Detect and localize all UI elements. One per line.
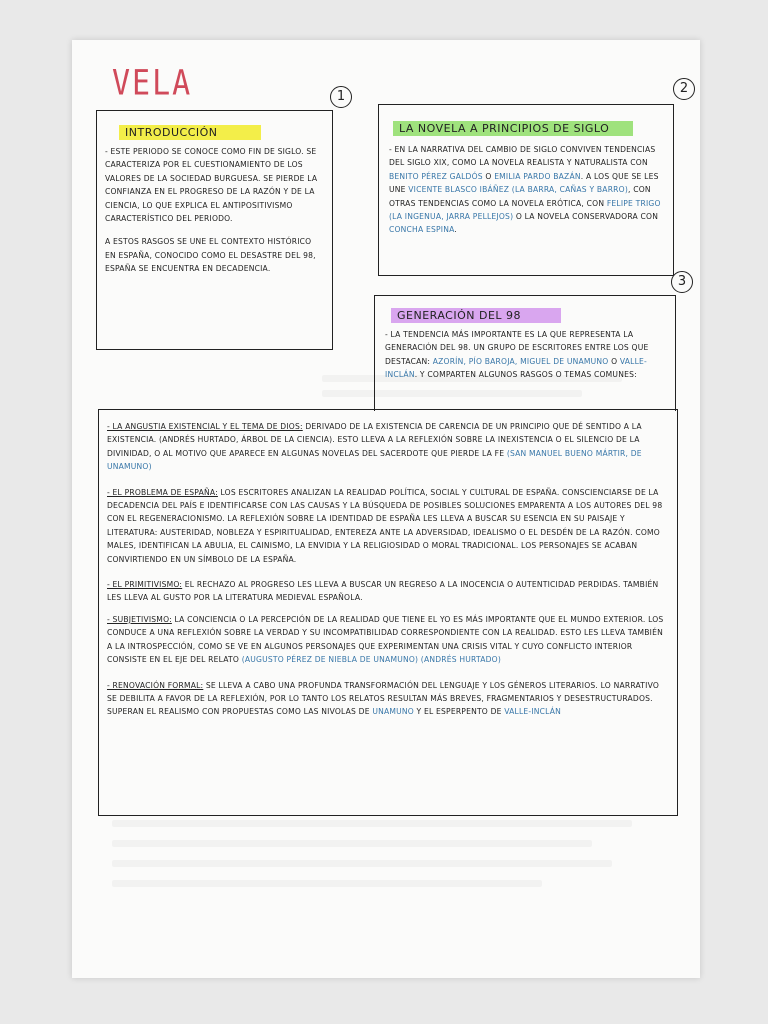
tema-espana-label: - EL PROBLEMA DE ESPAÑA: bbox=[107, 487, 218, 497]
tema-subjetivismo-text: LA CONCIENCIA O LA PERCEPCIÓN DE LA REALIDAD QUE TIENE EL YO ES MÁS IMPORTANTE QUE EL MUNDO EXTERIOR. LOS CONDUCE A UNA REFLEXIÓN SOBRE LA VERDAD Y SU INCOMPATIBILIDAD CORRESPONDIENTE CON LA REALIDAD. ESTO LES LLEVA TAMBIÉN A LA INTROSPECCIÓN, COMO SE VE EN ALGUNOS PERSONAJES QUE EXPERIMENTAN UNA CRISIS VITAL Y CUYO CONFLICTO INTERIOR CONSISTE EN EL EJE DEL RELATO bbox=[107, 614, 664, 665]
author-galdos: BENITO PÉREZ GALDÓS bbox=[389, 171, 483, 181]
author-pardo-bazan: EMILIA PARDO BAZÁN bbox=[494, 171, 581, 181]
tema-subjetivismo-example: (AUGUSTO PÉREZ DE NIEBLA DE UNAMUNO) (ANDRÉS HURTADO) bbox=[241, 655, 502, 665]
introduccion-paragraph-2: A ESTOS RASGOS SE UNE EL CONTEXTO HISTÓRICO EN ESPAÑA, CONOCIDO COMO EL DESASTRE DEL 98, ESPAÑA SE ENCUENTRA EN DECADENCIA. bbox=[105, 237, 316, 274]
generacion-text-part: O bbox=[608, 356, 620, 366]
temas-box bbox=[98, 409, 678, 816]
show-through-mark bbox=[112, 860, 612, 867]
generacion-heading: GENERACIÓN DEL 98 bbox=[391, 308, 561, 323]
tema-renovacion-label: - RENOVACIÓN FORMAL: bbox=[107, 680, 204, 690]
novela-text-part: . bbox=[454, 225, 457, 235]
tema-primitivismo bbox=[107, 578, 667, 605]
introduccion-heading: INTRODUCCIÓN bbox=[119, 125, 261, 140]
novela-heading: LA NOVELA A PRINCIPIOS DE SIGLO bbox=[393, 121, 633, 136]
tema-renovacion bbox=[107, 679, 667, 719]
tema-renovacion-text: SE LLEVA A CABO UNA PROFUNDA TRANSFORMACIÓN DEL LENGUAJE Y LOS GÉNEROS LITERARIOS. LO NARRATIVO SE DEBILITA A FAVOR DE LA REFLEXIÓN, POR LO TANTO LOS RELATOS RESULTAN MÁS BREVES, FRAGMENTARIOS Y DESESTRUCTURADOS. SUPERAN EL REALISMO CON PROPUESTAS COMO LAS NIVOLAS DE bbox=[107, 680, 660, 717]
author-felipe-trigo: FELIPE TRIGO (LA INGENUA, JARRA PELLEJOS) bbox=[389, 198, 661, 222]
tema-angustia-example: (SAN MANUEL BUENO MÁRTIR, DE UNAMUNO) bbox=[107, 448, 642, 472]
generacion-text bbox=[385, 328, 665, 382]
generacion-text-part: . Y COMPARTEN ALGUNOS RASGOS O TEMAS COMUNES: bbox=[414, 370, 637, 380]
temas-text bbox=[107, 420, 667, 724]
tema-subjetivismo-label: - SUBJETIVISMO: bbox=[107, 614, 172, 624]
generacion-box bbox=[374, 295, 676, 411]
introduccion-box bbox=[96, 110, 333, 350]
authors-98: AZORÍN, PÍO BAROJA, MIGUEL DE UNAMUNO bbox=[432, 356, 609, 366]
show-through-mark bbox=[112, 880, 542, 887]
show-through-mark bbox=[112, 820, 632, 827]
tema-angustia bbox=[107, 420, 667, 474]
tema-angustia-text: DERIVADO DE LA EXISTENCIA DE CARENCIA DE UN PRINCIPIO QUE DÉ SENTIDO A LA EXISTENCIA. (ANDRÉS HURTADO, ÁRBOL DE LA CIENCIA). ESTO LLEVA A LA REFLEXIÓN SOBRE LA INEXISTENCIA O EL SILENCIO DE LA DIVINIDAD, O AL MOTIVO QUE APARECE EN ALGUNAS NOVELAS DEL SACERDOTE QUE PIERDE LA FE bbox=[107, 422, 642, 458]
author-unamuno: UNAMUNO bbox=[372, 707, 414, 717]
tema-subjetivismo bbox=[107, 613, 667, 667]
novela-text-part: . A LOS QUE SE LES UNE bbox=[389, 171, 659, 195]
section-number-1: 1 bbox=[330, 86, 352, 108]
novela-box bbox=[378, 104, 674, 276]
page-title: VELA bbox=[112, 63, 193, 104]
novela-text bbox=[389, 143, 661, 237]
generacion-text-part: - LA TENDENCIA MÁS IMPORTANTE ES LA QUE REPRESENTA LA GENERACIÓN DEL 98. UN GRUPO DE ESCRITORES ENTRE LOS QUE DESTACAN: bbox=[385, 330, 649, 366]
tema-espana-text: LOS ESCRITORES ANALIZAN LA REALIDAD POLÍTICA, SOCIAL Y CULTURAL DE ESPAÑA. CONSCIENCIARSE DE LA DECADENCIA DEL PAÍS E IDENTIFICARSE CON LAS CAUSAS Y LA BÚSQUEDA DE POSIBLES SOLUCIONES EMPARENTA A LOS AUTORES DEL 98 CON EL REGENERACIONISMO. LA REFLEXIÓN SOBRE LA IDENTIDAD DE ESPAÑA LES LLEVA A BUSCAR SU ESENCIA EN SU PAISAJE Y LITERATURA: AUSTERIDAD, NOBLEZA Y ESPIRITUALIDAD, ENTEREZA ANTE LA ADVERSIDAD, IDEALISMO O EL DESDÉN DE LA RAZÓN. COMO MALES, IDENTIFICAN LA ABULIA, EL CAINISMO, LA ENVIDIA Y LA RELIGIOSIDAD O MORAL TRADICIONAL. LOS PERSONAJES SE ACABAN CONVIRTIENDO EN UN SÍMBOLO DE LA ESPAÑA. bbox=[107, 487, 663, 564]
section-number-3: 3 bbox=[671, 271, 693, 293]
novela-text-part: O bbox=[482, 171, 495, 181]
novela-text-part: - EN LA NARRATIVA DEL CAMBIO DE SIGLO CONVIVEN TENDENCIAS DEL SIGLO XIX, COMO LA NOVELA REALISTA Y NATURALISTA CON bbox=[389, 145, 656, 168]
tema-espana bbox=[107, 486, 667, 566]
section-number-2: 2 bbox=[673, 78, 695, 100]
author-valle-inclan: VALLE-INCLÁN bbox=[385, 356, 647, 380]
introduccion-text bbox=[105, 145, 320, 281]
novela-text-part: O LA NOVELA CONSERVADORA CON bbox=[513, 212, 659, 222]
author-valle-inclan: VALLE-INCLÁN bbox=[504, 707, 562, 717]
author-concha-espina: CONCHA ESPINA bbox=[389, 225, 455, 235]
tema-angustia-label: - LA ANGUSTIA EXISTENCIAL Y EL TEMA DE DIOS: bbox=[107, 422, 303, 431]
show-through-mark bbox=[112, 840, 592, 847]
tema-primitivismo-text: EL RECHAZO AL PROGRESO LES LLEVA A BUSCAR UN REGRESO A LA INOCENCIA O AUTENTICIDAD PERDIDAS. TAMBIÉN LES LLEVA AL GUSTO POR LA LITERATURA MEDIEVAL ESPAÑOLA. bbox=[107, 580, 659, 603]
novela-text-part: , CON OTRAS TENDENCIAS COMO LA NOVELA ERÓTICA, CON bbox=[389, 185, 651, 208]
author-blasco-ibanez: VICENTE BLASCO IBÁÑEZ (LA BARRA, CAÑAS Y BARRO) bbox=[408, 185, 628, 195]
tema-renovacion-text: Y EL ESPERPENTO DE bbox=[413, 707, 505, 717]
tema-primitivismo-label: - EL PRIMITIVISMO: bbox=[107, 580, 183, 590]
introduccion-paragraph-1: - ESTE PERIODO SE CONOCE COMO FIN DE SIGLO. SE CARACTERIZA POR EL CUESTIONAMIENTO DE LOS VALORES DE LA SOCIEDAD BURGUESA. SE PIERDE LA CONFIANZA EN EL PROGRESO DE LA RAZÓN Y DE LA CIENCIA, LO QUE EXPLICA EL ANTIPOSITIVISMO CARACTERÍSTICO DEL PERIODO. bbox=[105, 147, 318, 224]
